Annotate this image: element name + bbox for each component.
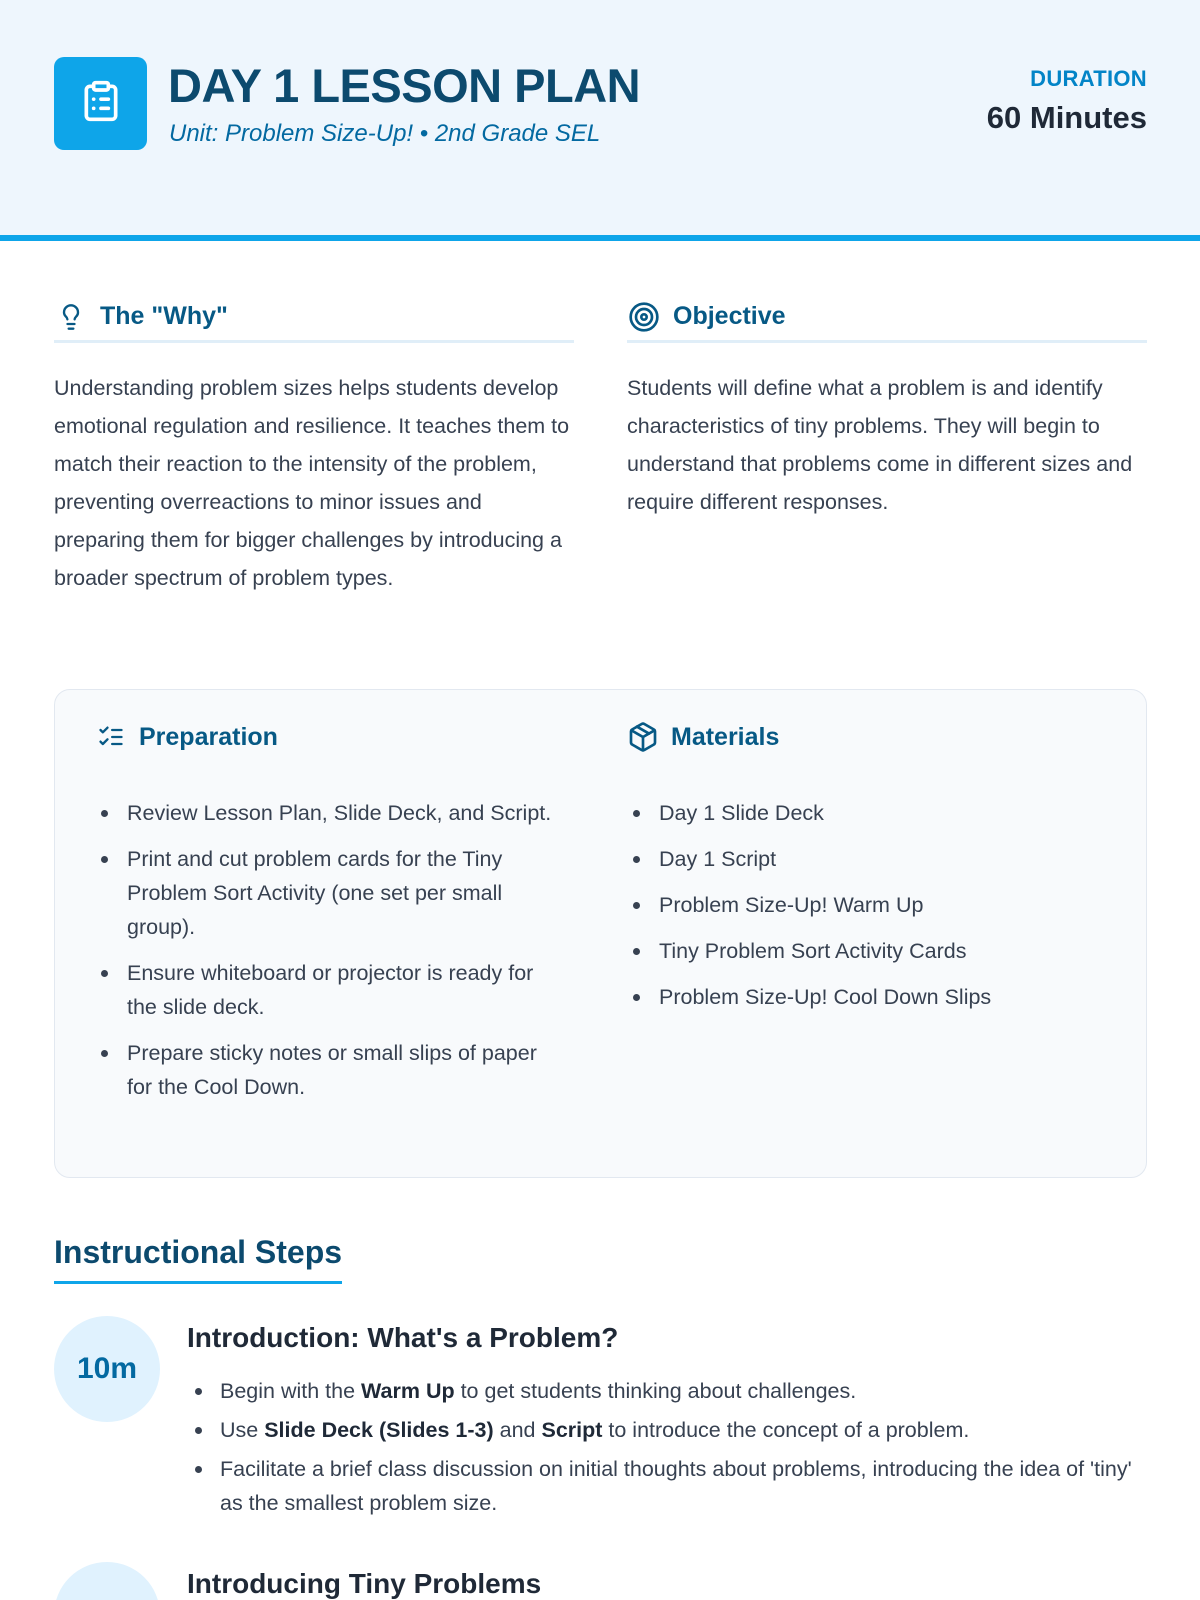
list-item: Print and cut problem cards for the Tiny Problem Sort Activity (one set per small group).: [95, 842, 555, 944]
step-bullet: [187, 1413, 1147, 1447]
emphasis-text: Warm Up: [361, 1379, 455, 1403]
duration-label: DURATION: [1030, 66, 1147, 91]
lightbulb-icon: [54, 300, 88, 334]
bullet-text: to introduce the concept of a problem.: [602, 1418, 970, 1442]
clipboard-list-icon: [79, 76, 123, 131]
lesson-header: [0, 0, 1200, 241]
materials-heading: [627, 721, 779, 753]
bullet-text: Use: [220, 1418, 265, 1442]
emphasis-text: Script: [541, 1418, 603, 1442]
preparation-heading: [95, 721, 278, 753]
list-item: Tiny Problem Sort Activity Cards: [627, 934, 1107, 968]
materials-heading-label: Materials: [671, 722, 780, 751]
emphasis-text: Slide Deck (Slides 1-3): [264, 1418, 494, 1442]
list-item: Prepare sticky notes or small slips of paper for the Cool Down.: [95, 1036, 555, 1104]
step-1-time-badge: 10m: [54, 1316, 160, 1422]
step-1-list: [187, 1374, 1147, 1525]
prep-materials-card: [54, 689, 1147, 1178]
materials-list: [627, 796, 1107, 1026]
objective-text: Students will define what a problem is and identify characteristics of tiny problems. They will begin to understand that problems come in different sizes and require different responses.: [627, 376, 1133, 514]
target-icon: [627, 300, 661, 334]
step-1-title: Introduction: What's a Problem?: [187, 1322, 619, 1353]
step-2-title: Introducing Tiny Problems: [187, 1568, 542, 1599]
package-icon: [627, 721, 659, 753]
objective-heading-label: Objective: [673, 302, 786, 330]
list-item: Review Lesson Plan, Slide Deck, and Script.: [95, 796, 555, 830]
step-bullet: [187, 1452, 1147, 1520]
instructional-steps-heading: Instructional Steps: [54, 1234, 342, 1284]
preparation-heading-label: Preparation: [139, 722, 278, 751]
why-text: Understanding problem sizes helps students develop emotional regulation and resilience. It teaches them to match their reaction to the intensity of the problem, preventing overreactions to minor issues and preparing them for bigger challenges by introducing a broader spectrum of problem types.: [54, 376, 570, 590]
why-heading: [54, 293, 574, 343]
step-bullet: [187, 1374, 1147, 1408]
checklist-icon: [95, 721, 127, 753]
duration-value: 60 Minutes: [986, 100, 1147, 135]
bullet-text: and: [493, 1418, 542, 1442]
page-title: DAY 1 LESSON PLAN: [168, 59, 641, 112]
list-item: Problem Size-Up! Warm Up: [627, 888, 1107, 922]
bullet-text: Begin with the: [220, 1379, 362, 1403]
objective-heading: [627, 293, 1147, 343]
bullet-text: to get students thinking about challenges.: [454, 1379, 857, 1403]
bullet-text: Facilitate a brief class discussion on initial thoughts about problems, introducing the idea of 'tiny' as the smallest problem size.: [220, 1457, 1132, 1515]
list-item: Day 1 Slide Deck: [627, 796, 1107, 830]
list-item: Problem Size-Up! Cool Down Slips: [627, 980, 1107, 1014]
why-heading-label: The "Why": [100, 302, 228, 330]
unit-subtitle: Unit: Problem Size-Up! • 2nd Grade SEL: [169, 120, 601, 147]
list-item: Day 1 Script: [627, 842, 1107, 876]
preparation-list: [95, 796, 555, 1116]
step-2-time-badge: [54, 1562, 160, 1600]
logo-badge: [54, 57, 147, 150]
list-item: Ensure whiteboard or projector is ready for the slide deck.: [95, 956, 555, 1024]
